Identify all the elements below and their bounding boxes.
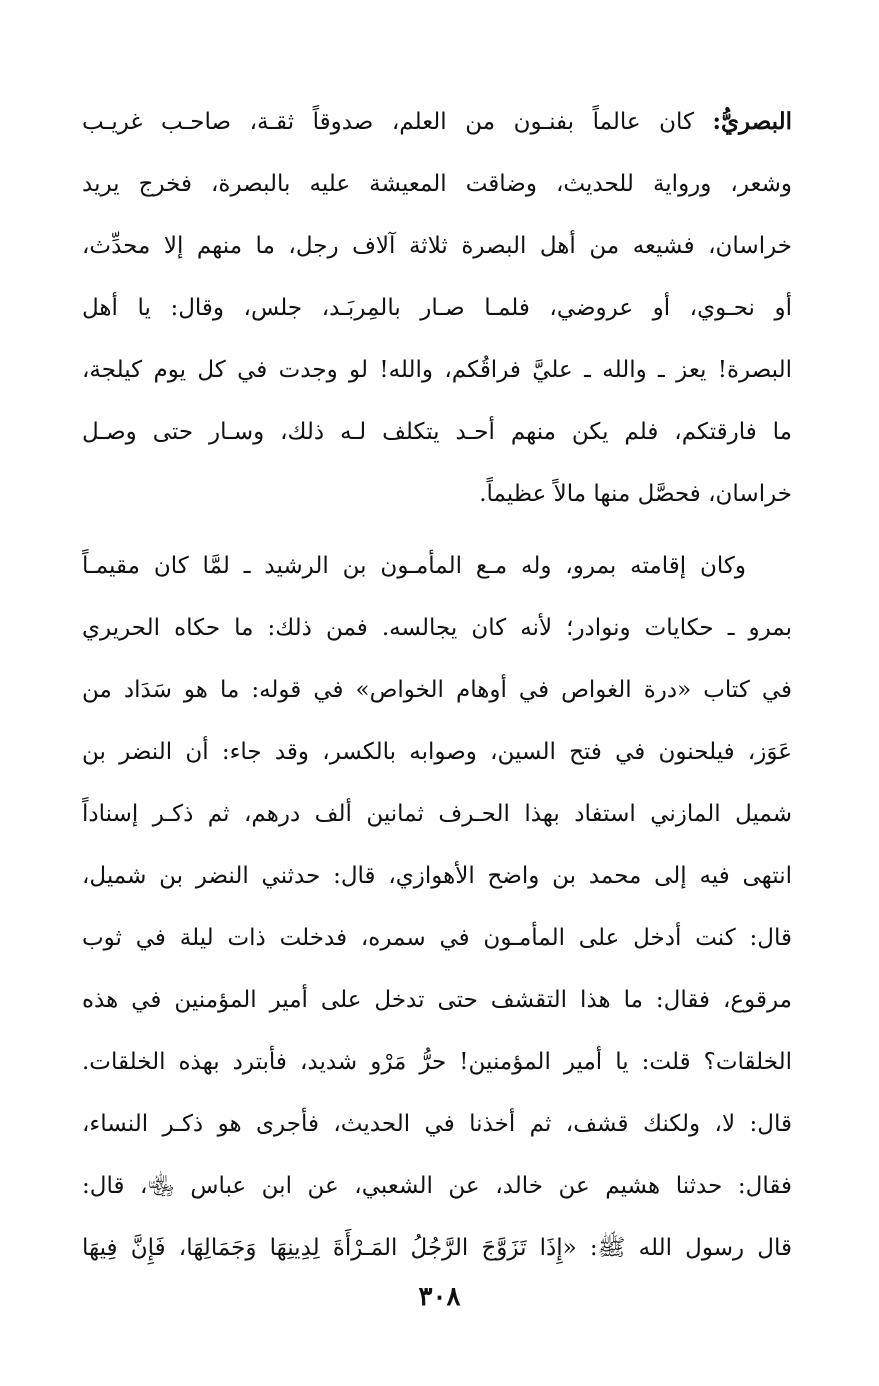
text-line-10: في كتاب «درة الغواص في أوهام الخواص» في قوله: ما هو سَدَاد من xyxy=(82,677,792,703)
text-line-3: خراسان، فشيعه من أهل البصرة ثلاثة آلاف رجل، ما منهم إلا محدِّث، xyxy=(82,233,792,259)
text-line-11: عَوَز، فيلحنون في فتح السين، وصوابه بالكسر، وقد جاء: أن النضر بن xyxy=(82,739,792,765)
text-line-15: مرقوع، فقال: ما هذا التقشف حتى تدخل على أمير المؤمنين في هذه xyxy=(82,987,792,1013)
lead-term: البصريُّ: xyxy=(712,108,792,135)
text-line-18: فقال: حدثنا هشيم عن خالد، عن الشعبي، عن ابن عباس ﵄، قال: xyxy=(82,1173,792,1199)
text-line-12: شميل المازني استفاد بهذا الحـرف ثمانين ألف درهم، ثم ذكـر إسناداً xyxy=(82,801,792,827)
text-line-7: خراسان، فحصَّل منها مالاً عظيماً. xyxy=(479,481,792,507)
text-line-2: وشعر، ورواية للحديث، وضاقت المعيشة عليه بالبصرة، فخرج يريد xyxy=(82,171,792,197)
text-line-14: قال: كنت أدخل على المأمـون في سمره، فدخلت ذات ليلة في ثوب xyxy=(82,925,792,951)
text-line-8: وكان إقامته بمرو، وله مـع المأمـون بن الرشيد ـ لمَّا كان مقيمـاً xyxy=(82,553,746,579)
text-line-19: قال رسول الله ﷺ: «إِذَا تَزَوَّجَ الرَّجُلُ المَـرْأَةَ لِدِينِهَا وَجَمَالِهَا، فَإِنَّ فِيهَا xyxy=(82,1235,792,1261)
text-line-1 xyxy=(82,92,792,152)
text-line-13: انتهى فيه إلى محمد بن واضح الأهوازي، قال: حدثني النضر بن شميل، xyxy=(82,863,792,889)
text-line-17: قال: لا، ولكنك قشف، ثم أخذنا في الحديث، فأجرى هو ذكـر النساء، xyxy=(82,1111,792,1137)
text-line-5: البصرة! يعز ـ والله ـ عليَّ فراقُكم، والله! لو وجدت في كل يوم كيلجة، xyxy=(82,357,792,383)
text-line-9: بمرو ـ حكايات ونوادر؛ لأنه كان يجالسه. فمن ذلك: ما حكاه الحريري xyxy=(82,615,792,641)
text-line-4: أو نحـوي، أو عروضي، فلمـا صـار بالمِربَـد، جلس، وقال: يا أهل xyxy=(82,295,792,321)
page-number: ٣٠٨ xyxy=(418,1282,461,1312)
line-text: كان عالماً بفنـون من العلم، صدوقاً ثقـة، صاحـب غريـب xyxy=(82,109,695,135)
text-line-16: الخلقات؟ قلت: يا أمير المؤمنين! حرُّ مَرْو شديد، فأبترد بهذه الخلقات. xyxy=(82,1049,792,1075)
text-line-6: ما فارقتكم، فلم يكن منهم أحـد يتكلف لـه ذلك، وسـار حتى وصـل xyxy=(82,419,792,445)
